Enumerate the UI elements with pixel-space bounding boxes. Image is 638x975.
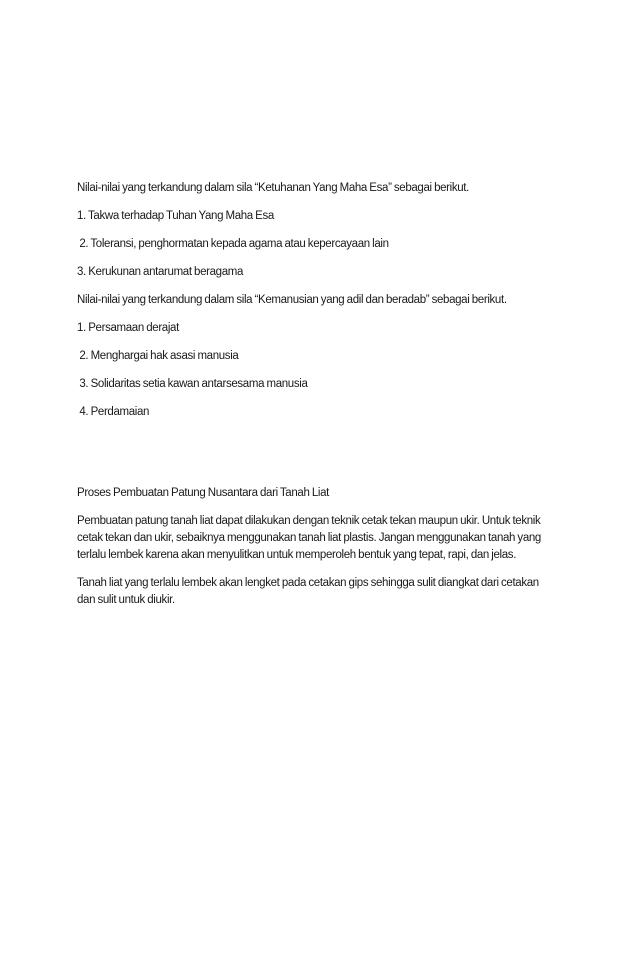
section2-item-3: 3. Solidaritas setia kawan antarsesama manusia [77, 378, 308, 390]
section2-intro: Nilai-nilai yang terkandung dalam sila “Kemanusian yang adil dan beradab” sebagai berikut. [77, 294, 507, 306]
section-spacer [77, 432, 547, 485]
section1-item-2: 2. Toleransi, penghormatan kepada agama atau kepercayaan lain [77, 238, 389, 250]
section3-paragraph-2: Tanah liat yang terlalu lembek akan lengket pada cetakan gips sehingga sulit diangkat dari cetakan dan sulit untuk diukir. [77, 577, 539, 606]
section1-item-3: 3. Kerukunan antarumat beragama [77, 266, 244, 278]
section1-item-1: 1. Takwa terhadap Tuhan Yang Maha Esa [77, 210, 274, 222]
section3-paragraph-1: Pembuatan patung tanah liat dapat dilakukan dengan teknik cetak tekan maupun ukir. Untuk teknik cetak tekan dan ukir, sebaiknya menggunakan tanah liat plastis. Jangan menggunakan tanah yang terlalu lembek karena akan menyulitkan untuk memperoleh bentuk yang tepat, rapi, dan jelas. [77, 515, 541, 561]
section2-item-1: 1. Persamaan derajat [77, 322, 179, 334]
section2-item-2: 2. Menghargai hak asasi manusia [77, 350, 239, 362]
section1-intro: Nilai-nilai yang terkandung dalam sila “Ketuhanan Yang Maha Esa” sebagai berikut. [77, 182, 469, 194]
section2-item-4: 4. Perdamaian [77, 406, 150, 418]
section3-title: Proses Pembuatan Patung Nusantara dari Tanah Liat [77, 487, 329, 499]
document-body [77, 180, 547, 620]
